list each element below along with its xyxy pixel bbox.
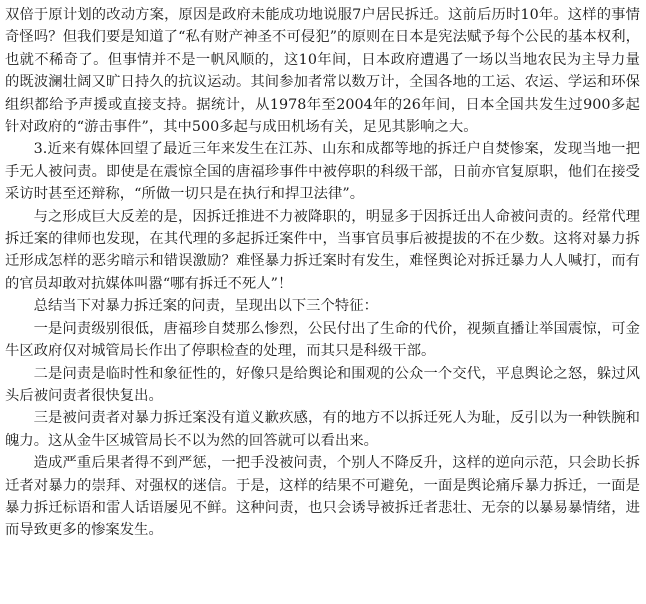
paragraph-self-immolation-cases: 3.近来有媒体回望了最近三年来发生在江苏、山东和成都等地的拆迁户自焚惨案，发现当地一把手无人被问责。即使是在震惊全国的唐福珍事件中被停职的科级干部，日前亦官复原职，他们在接受采访时甚至还辩称，“所做一切只是在执行和捍卫法律”。 <box>5 141 640 203</box>
paragraph-feature-one: 一是问责级别很低，唐福珍自焚那么惨烈，公民付出了生命的代价，视频直播让举国震惊，可金牛区政府仅对城管局长作出了停职检查的处理，而其只是科级干部。 <box>5 320 640 360</box>
paragraph-contrast: 与之形成巨大反差的是，因拆迁推进不力被降职的，明显多于因拆迁出人命被问责的。经常代理拆迁案的律师也发现，在其代理的多起拆迁案件中，当事官员事后被提拔的不在少数。这将对暴力拆迁形成怎样的恶劣暗示和错误激励？难怪暴力拆迁案时有发生，难怪舆论对拆迁暴力人人喊打，而有的官员却敢对抗媒体叫嚣“哪有拆迁不死人”！ <box>5 208 640 292</box>
paragraph-narita-airport: 双倍于原计划的改动方案，原因是政府未能成功地说服7户居民拆迁。这前后历时10年。这样的事情奇怪吗？但我们要是知道了“私有财产神圣不可侵犯”的原则在日本是宪法赋予每个公民的基本权利，也就不稀奇了。但事情并不是一帆风顺的，这10年间，日本政府遭遇了一场以当地农民为主导力量的既波澜壮阔又旷日持久的抗议运动。其间参加者常以数万计，全国各地的工运、农运、学运和环保组织都给予声援或直接支持。据统计，从1978年至2004年的26年间，日本全国共发生过900多起针对政府的“游击事件”，其中500多起与成田机场有关，足见其影响之大。 <box>5 7 640 136</box>
paragraph-conclusion: 造成严重后果者得不到严惩，一把手没被问责，个别人不降反升，这样的逆向示范，只会助长拆迁者对暴力的崇拜、对强权的迷信。于是，这样的结果不可避免，一面是舆论痛斥暴力拆迁，一面是暴力拆迁标语和雷人话语屡见不鲜。这种问责，也只会诱导被拆迁者悲壮、无奈的以暴易暴情绪，进而导致更多的惨案发生。 <box>5 455 640 539</box>
paragraph-summary-intro: 总结当下对暴力拆迁案的问责，呈现出以下三个特征： <box>33 298 378 315</box>
paragraph-feature-three: 三是被问责者对暴力拆迁案没有道义歉疚感，有的地方不以拆迁死人为耻，反引以为一种铁腕和魄力。这从金牛区城管局长不以为然的回答就可以看出来。 <box>5 410 640 449</box>
paragraph-feature-two: 二是问责是临时性和象征性的，好像只是给舆论和围观的公众一个交代，平息舆论之怒，躲过风头后被问责者很快复出。 <box>5 365 640 404</box>
